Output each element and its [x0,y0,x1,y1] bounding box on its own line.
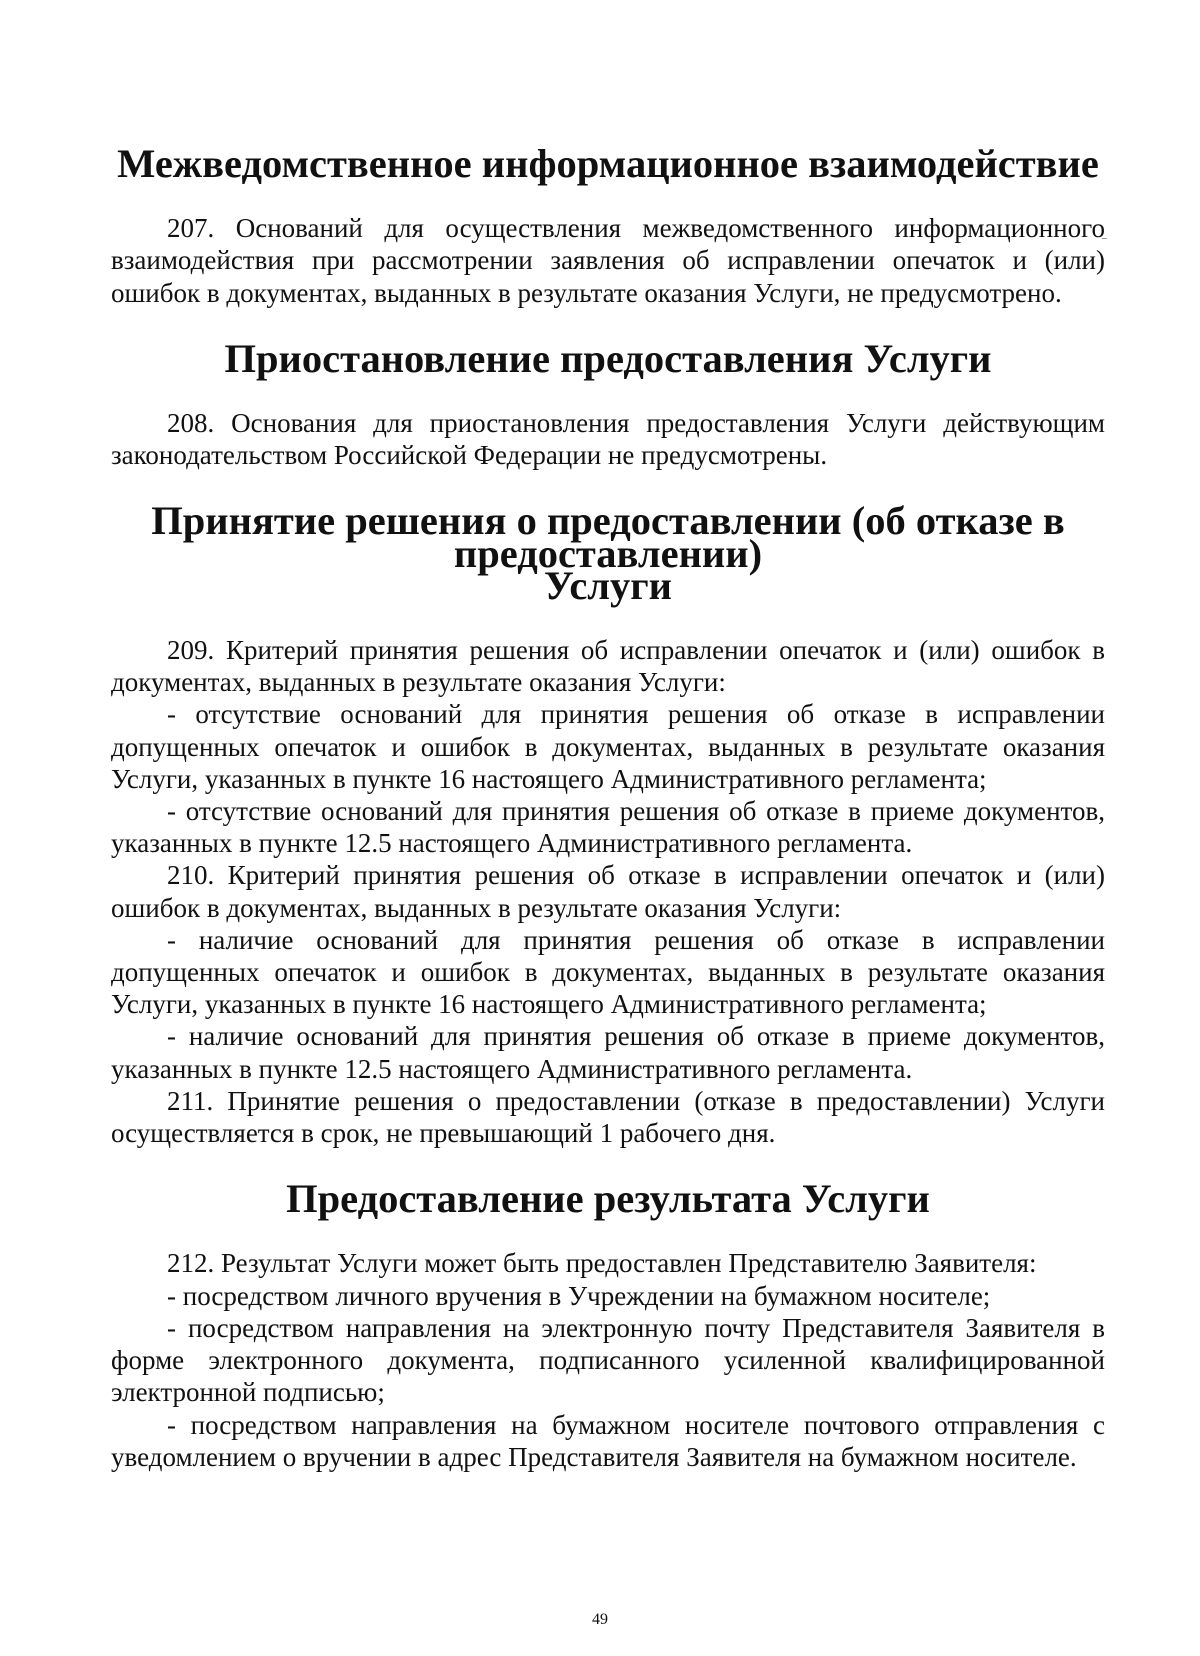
paragraph-210: 210. Критерий принятия решения об отказе в исправлении опечаток и (или) ошибок в документах, выданных в результате оказания Услуги: [111,860,1105,923]
page-number: 49 [592,1611,608,1628]
list-item-209-1: - отсутствие оснований для принятия решения об отказе в исправлении допущенных опечаток и ошибок в документах, выданных в результате оказания Услуги, указанных в пункте 16 настоящего Административного регламента; [111,699,1105,794]
section-heading-suspension: Приостановление предоставления Услуги [224,335,992,381]
section-heading-result: Предоставление результата Услуги [286,1176,930,1222]
paragraph-208: 208. Основания для приостановления предоставления Услуги действующим законодательством Российской Федерации не предусмотрены. [111,408,1105,471]
list-item-212-1: - посредством личного вручения в Учреждении на бумажном носителе; [167,1280,991,1311]
paragraph-211: 211. Принятие решения о предоставлении (отказе в предоставлении) Услуги осуществляется в срок, не превышающий 1 рабочего дня. [111,1085,1105,1149]
list-item-212-2: - посредством направления на электронную почту Представителя Заявителя в форме электронного документа, подписанного усиленной квалифицированной электронной подписью; [111,1312,1105,1408]
paragraph-207: 207. Оснований для осуществления межведомственного информационного взаимодействия при рассмотрении заявления об исправлении опечаток и (или) ошибок в документах, выданных в результате оказания Услуги, не предусмотрено. [111,213,1105,308]
paragraph-212: 212. Результат Услуги может быть предоставлен Представителю Заявителя: [167,1248,1037,1279]
paragraph-209: 209. Критерий принятия решения об исправлении опечаток и (или) ошибок в документах, выданных в результате оказания Услуги: [111,635,1105,698]
section-heading-decision-line1: Принятие решения о предоставлении (об отказе в предоставлении) [151,498,1065,576]
list-item-212-3: - посредством направления на бумажном носителе почтового отправления с уведомлением о вручении в адрес Представителя Заявителя на бумажном носителе. [111,1409,1105,1472]
list-item-210-1: - наличие оснований для принятия решения об отказе в исправлении допущенных опечаток и ошибок в документах, выданных в результате оказания Услуги, указанных в пункте 16 настоящего Административного регламента; [111,924,1105,1020]
document-body [111,141,1105,1473]
section-heading-decision [111,498,1105,608]
section-heading-decision-line2: Услуги [543,562,673,608]
section-heading-interagency: Межведомственное информационное взаимодействие [117,141,1099,186]
list-item-209-2: - отсутствие оснований для принятия решения об отказе в приеме документов, указанных в пункте 12.5 настоящего Административного регламента. [111,796,1105,859]
list-item-210-2: - наличие оснований для принятия решения об отказе в приеме документов, указанных в пункте 12.5 настоящего Административного регламента. [111,1021,1105,1084]
